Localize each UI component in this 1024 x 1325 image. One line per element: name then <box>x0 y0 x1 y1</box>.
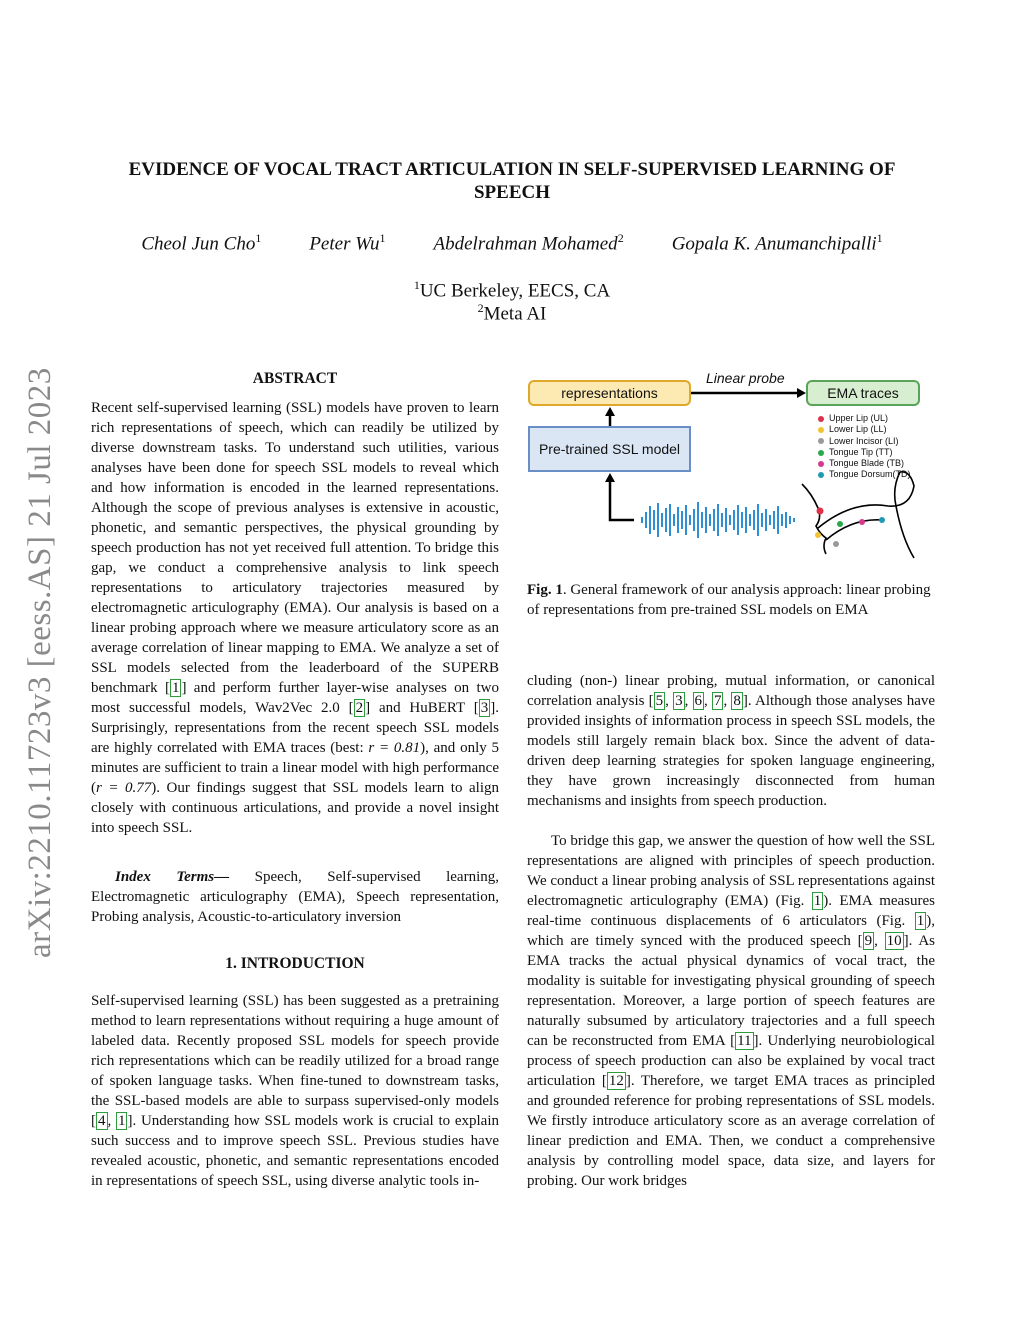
citation-link[interactable]: 3 <box>675 693 683 709</box>
affiliation: $^1$UC Berkeley, EECS, CA <box>413 278 611 302</box>
citation-link[interactable]: 5 <box>655 693 664 709</box>
author-list <box>100 231 924 255</box>
linear-probe-label: Linear probe <box>706 370 785 386</box>
figure-link[interactable]: 1 <box>916 913 925 929</box>
author: Gopala K. Anumanchipalli$^1$ <box>671 231 883 255</box>
figure-1 <box>522 368 932 568</box>
figure-caption: Fig. 1. General framework of our analysis approach: linear probing of representations from pre-trained SSL models on EMA <box>527 582 931 618</box>
marker-tongue-blade <box>859 519 865 525</box>
dot-icon <box>818 472 824 478</box>
marker-lower-lip <box>815 532 821 538</box>
dot-icon <box>818 438 824 444</box>
marker-lower-incisor <box>833 541 839 547</box>
title-line-1: EVIDENCE OF VOCAL TRACT ARTICULATION IN SELF-SUPERVISED LEARNING OF <box>128 159 896 180</box>
citation-link[interactable]: 1 <box>171 680 180 696</box>
legend-item: Tongue Dorsum(TD) <box>818 469 911 480</box>
audio-to-model-arrow <box>610 480 634 520</box>
citation-link[interactable]: 8 <box>733 693 741 709</box>
citation-link[interactable]: 11 <box>737 1033 752 1049</box>
ssl-model-box: Pre-trained SSL model <box>528 426 691 472</box>
abstract-heading: ABSTRACT <box>252 370 338 387</box>
marker-tongue-tip <box>837 521 843 527</box>
index-terms: Index Terms— Speech, Self-supervised learning, Electromagnetic articulography (EMA), Speech representation, Probing analysis, Acoustic-to-articulatory inversion <box>91 869 499 925</box>
ema-traces-box: EMA traces <box>806 380 920 406</box>
abstract-text: Recent self-supervised learning (SSL) models have proven to learn rich representations of speech, which can readily be utilized by diverse downstream tasks. To understand such utilities, various analyses have been done for speech SSL models to reveal which and how information is encoded in the learned representations. Although the scope of previous analyses is extensive in acoustic, phonetic, and semantic perspectives, the physical grounding by speech production has not yet received full attention. To bridge this gap, we conduct a comprehensive analysis to link speech representations to articulatory trajectories measured by electromagnetic articulography (EMA). Our analysis is based on a linear probing approach where we measure articulatory score as an average correlation of linear mapping to EMA. We analyze a set of SSL models selected from the leaderboard of the SUPERB benchmark [ 1 ] and perform further layer-wise analyses on two most successful models, Wav2Vec 2.0 [ 2 ] and HuBERT [ 3 ]. Surprisingly, representations from the recent speech SSL models are highly correlated with EMA traces (best: r = 0.81), and only 5 minutes are sufficient to train a linear model with high performance (r = 0.77). Our findings suggest that SSL models learn to align closely with continuous articulations, and provide a novel insight into speech SSL. <box>91 400 500 836</box>
author: Peter Wu$^1$ <box>309 231 386 255</box>
introduction-heading: 1. INTRODUCTION <box>225 955 365 972</box>
figure-link[interactable]: 1 <box>813 893 822 909</box>
dot-icon <box>818 416 824 422</box>
author: Abdelrahman Mohamed$^2$ <box>433 231 624 255</box>
audio-to-model-arrowhead <box>605 473 615 482</box>
citation-link[interactable]: 9 <box>864 933 873 949</box>
author: Cheol Jun Cho$^1$ <box>141 231 262 255</box>
affiliation: $^2$Meta AI <box>477 301 547 325</box>
intro-paragraph-2: To bridge this gap, we answer the question of how well the SSL representations are aligned with principles of speech production. We conduct a linear probing analysis of SSL representations against electromagnetic articulography (EMA) (Fig. 1 ). EMA measures real-time continuous displacements of 6 articulators (Fig. 1 ), which are timely synced with the produced speech [ 9 , 10 ]. As EMA tracks the actual physical dynamics of vocal tract, the modality is suitable for investigating physical grounding of speech representation. Moreover, a large portion of speech features are naturally subsumed by articulatory trajectories and a full speech can be reconstructed from EMA [ 11 ]. Underlying neurobiological process of speech production can also be explained by vocal tract articulation [ 12 ]. Therefore, we target EMA traces as principled and grounded reference for probing representations of SSL models. We firstly introduce articulatory score as an average correlation of linear prediction and EMA. Then, we conduct a comprehensive analysis by controlling model space, data size, and layers for probing. Our work bridges <box>527 833 936 1189</box>
marker-tongue-dorsum <box>879 517 885 523</box>
representations-box: representations <box>528 380 691 406</box>
dot-icon <box>818 450 824 456</box>
citation-link[interactable]: 12 <box>608 1073 624 1089</box>
paper-title <box>100 158 924 204</box>
citation-link[interactable]: 4 <box>98 1113 106 1129</box>
waveform-icon <box>642 502 794 538</box>
citation-link[interactable]: 7 <box>713 693 722 709</box>
legend-item: Tongue Tip (TT) <box>818 447 911 458</box>
arxiv-identifier: arXiv:2210.11723v3 [eess.AS] 21 Jul 2023 <box>22 367 58 958</box>
citation-link[interactable]: 2 <box>355 700 364 716</box>
probe-arrowhead <box>797 388 806 398</box>
legend-item: Tongue Blade (TB) <box>818 458 911 469</box>
citation-link[interactable]: 1 <box>117 1113 126 1129</box>
intro-continued-text: cluding (non-) linear probing, mutual information, or canonical correlation analysis [ 5 , 3 , 6 , 7 , 8 ]. Although those analyses have provided insights of information process in speech SSL models, the models still largely remain black box. Since the advent of data-driven deep learning strategies for spoken language engineering, they have grown increasingly disconnected from human mechanisms and insights from speech production. <box>527 673 936 809</box>
legend-item: Lower Incisor (LI) <box>818 436 911 447</box>
marker-upper-lip <box>817 508 824 515</box>
legend-item: Upper Lip (UL) <box>818 413 911 424</box>
citation-link[interactable]: 3 <box>480 700 489 716</box>
vocal-tract-icon <box>802 472 914 558</box>
legend-item: Lower Lip (LL) <box>818 424 911 435</box>
citation-link[interactable]: 6 <box>694 693 703 709</box>
model-to-repr-arrowhead <box>605 407 615 416</box>
dot-icon <box>818 461 824 467</box>
articulator-legend <box>818 413 911 481</box>
citation-link[interactable]: 10 <box>886 933 902 949</box>
introduction-text: Self-supervised learning (SSL) has been suggested as a pretraining method to learn representations without requiring a huge amount of labeled data. Recently proposed SSL models for speech provide rich representations which can be readily utilized for a broad range of spoken language tasks. When fine-tuned to downstream tasks, the SSL-based models are able to surpass supervised-only models [ 4 , 1 ]. Understanding how SSL models work is crucial to explain such success and to improve speech SSL. Previous studies have revealed acoustic, phonetic, and semantic representations encoded in representations of speech SSL, using diverse analytic tools in- <box>91 993 499 1189</box>
title-line-2: SPEECH <box>473 182 551 203</box>
dot-icon <box>818 427 824 433</box>
